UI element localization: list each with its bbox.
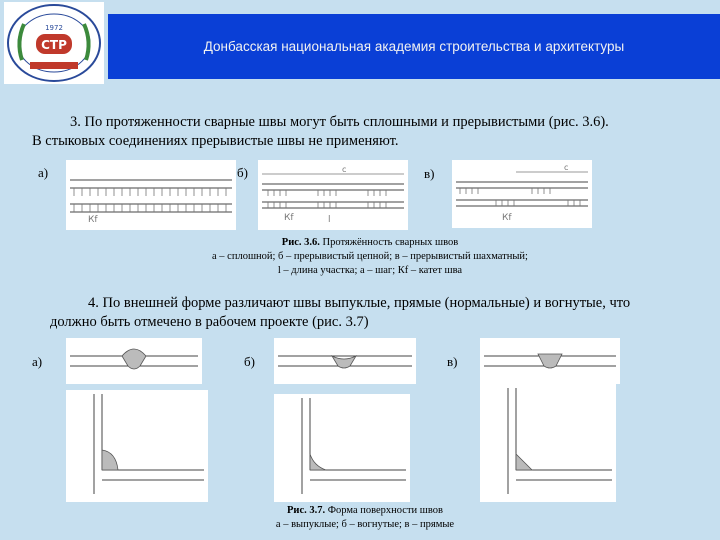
section3-line2: В стыковых соединениях прерывистые швы не применяют. [32,133,399,149]
header-title: Донбасская национальная академия строительства и архитектуры [203,39,625,54]
fig36-drawing-chain [258,160,408,230]
fig36-b-kf-label: Кf [284,213,294,223]
section4-line2: должно быть отмечено в рабочем проекте (рис. 3.7) [50,314,369,330]
fig37-label-a: а) [32,354,43,369]
fig36-caption-line2: а – сплошной; б – прерывистый цепной; в – прерывистый шахматный; [212,251,528,262]
fig36-a-kf-label: Кf [88,215,98,225]
fig36-b-l-label: l [328,215,331,225]
logo-emblem-text: СТР [41,38,67,52]
fig36-drawing-staggered [452,160,592,228]
fig37-tee-concave [274,394,410,502]
fig37-butt-straight [480,338,620,384]
academy-logo [4,2,104,84]
section3-line1: 3. По протяженности сварные швы могут быть сплошными и прерывистыми (рис. 3.6). [70,114,609,130]
fig37-caption-line2: а – выпуклые; б – вогнутые; в – прямые [275,519,455,530]
fig37-butt-convex [66,338,202,384]
fig36-caption-number: Рис. 3.6. [281,237,320,248]
fig36-label-b: б) [237,165,248,180]
fig36-drawing-continuous [66,160,236,230]
section4-line1: 4. По внешней форме различают швы выпуклые, прямые (нормальные) и вогнутые, что [88,295,631,311]
fig37-label-c: в) [447,354,458,369]
fig37-tee-straight [480,384,616,502]
fig36-label-a: а) [38,165,49,180]
fig36-c-kf-label: Кf [502,213,512,223]
fig37-tee-convex [66,390,208,502]
fig37-label-b: б) [244,354,255,369]
fig37-caption-title: Форма поверхности швов [325,505,443,516]
fig36-label-c: в) [424,166,435,181]
fig36-caption-title: Протяжённость сварных швов [319,237,459,248]
header-bar [108,14,720,79]
fig37-caption-number: Рис. 3.7. [287,505,326,516]
fig37-caption [220,504,510,532]
fig36-caption-line3: l – длина участка; a – шаг; Кf – катет шва [277,265,463,276]
fig36-caption [150,236,590,278]
fig37-butt-concave [274,338,416,384]
fig36-c-c-label: c [564,163,569,172]
logo-year: 1972 [45,24,63,32]
fig36-b-c-label: c [342,165,347,174]
